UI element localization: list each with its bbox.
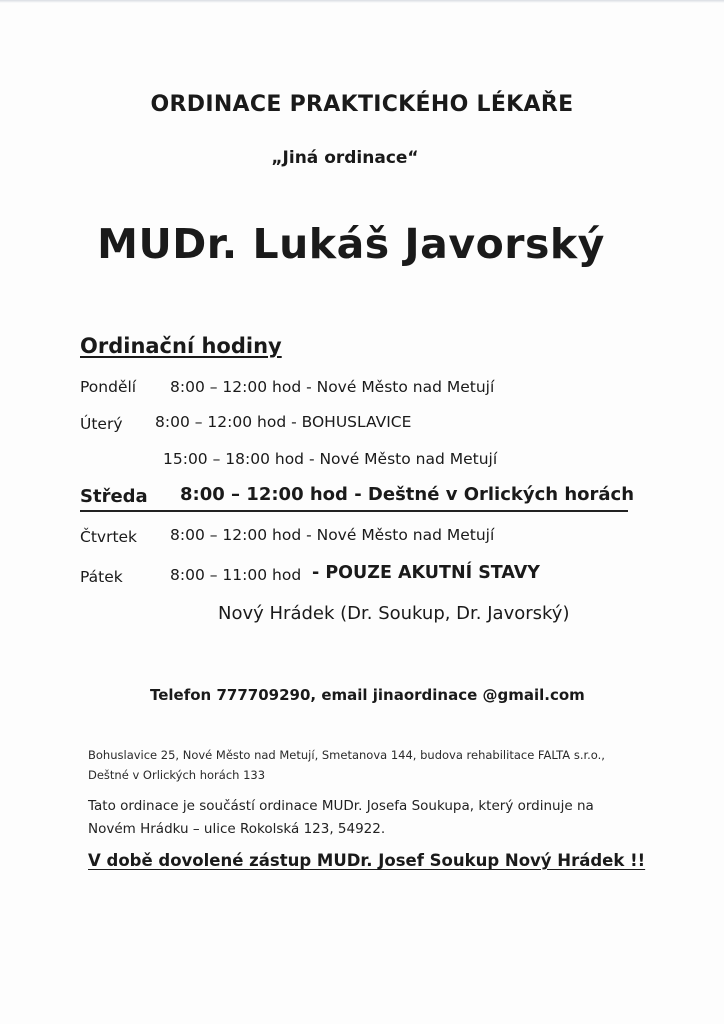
day-friday: Pátek	[80, 568, 123, 586]
wednesday-underline	[80, 510, 628, 512]
hours-heading: Ordinační hodiny	[80, 334, 282, 358]
address-line-1: Bohuslavice 25, Nové Město nad Metují, Smetanova 144, budova rehabilitace FALTA s.r.o.,	[88, 748, 605, 762]
time-friday: 8:00 – 11:00 hod	[170, 566, 302, 584]
scan-edge	[0, 0, 724, 3]
vacation-notice: V době dovolené zástup MUDr. Josef Soukup Nový Hrádek !!	[88, 851, 646, 870]
time-tuesday-morning: 8:00 – 12:00 hod - BOHUSLAVICE	[155, 413, 412, 431]
contact-line: Telefon 777709290, email jinaordinace @gmail.com	[150, 686, 585, 704]
day-tuesday: Úterý	[80, 415, 123, 433]
friday-note: - POUZE AKUTNÍ STAVY	[312, 563, 540, 583]
time-thursday: 8:00 – 12:00 hod - Nové Město nad Metují	[170, 526, 495, 544]
note-line-1: Tato ordinace je součástí ordinace MUDr. Josefa Soukupa, který ordinuje na	[88, 798, 594, 814]
subtitle: „Jiná ordinace“	[271, 148, 419, 168]
time-monday: 8:00 – 12:00 hod - Nové Město nad Metují	[170, 378, 495, 396]
note-line-2: Novém Hrádku – ulice Rokolská 123, 54922.	[88, 821, 386, 837]
doctor-name: MUDr. Lukáš Javorský	[97, 220, 605, 268]
time-tuesday-afternoon: 15:00 – 18:00 hod - Nové Město nad Metují	[163, 450, 498, 468]
friday-location: Nový Hrádek (Dr. Soukup, Dr. Javorský)	[218, 603, 570, 624]
address-line-2: Deštné v Orlických horách 133	[88, 768, 266, 782]
day-wednesday: Středa	[80, 486, 148, 507]
page-title: ORDINACE PRAKTICKÉHO LÉKAŘE	[150, 92, 574, 117]
time-wednesday: 8:00 – 12:00 hod - Deštné v Orlických horách	[180, 484, 635, 505]
day-monday: Pondělí	[80, 378, 137, 396]
day-thursday: Čtvrtek	[80, 528, 138, 546]
